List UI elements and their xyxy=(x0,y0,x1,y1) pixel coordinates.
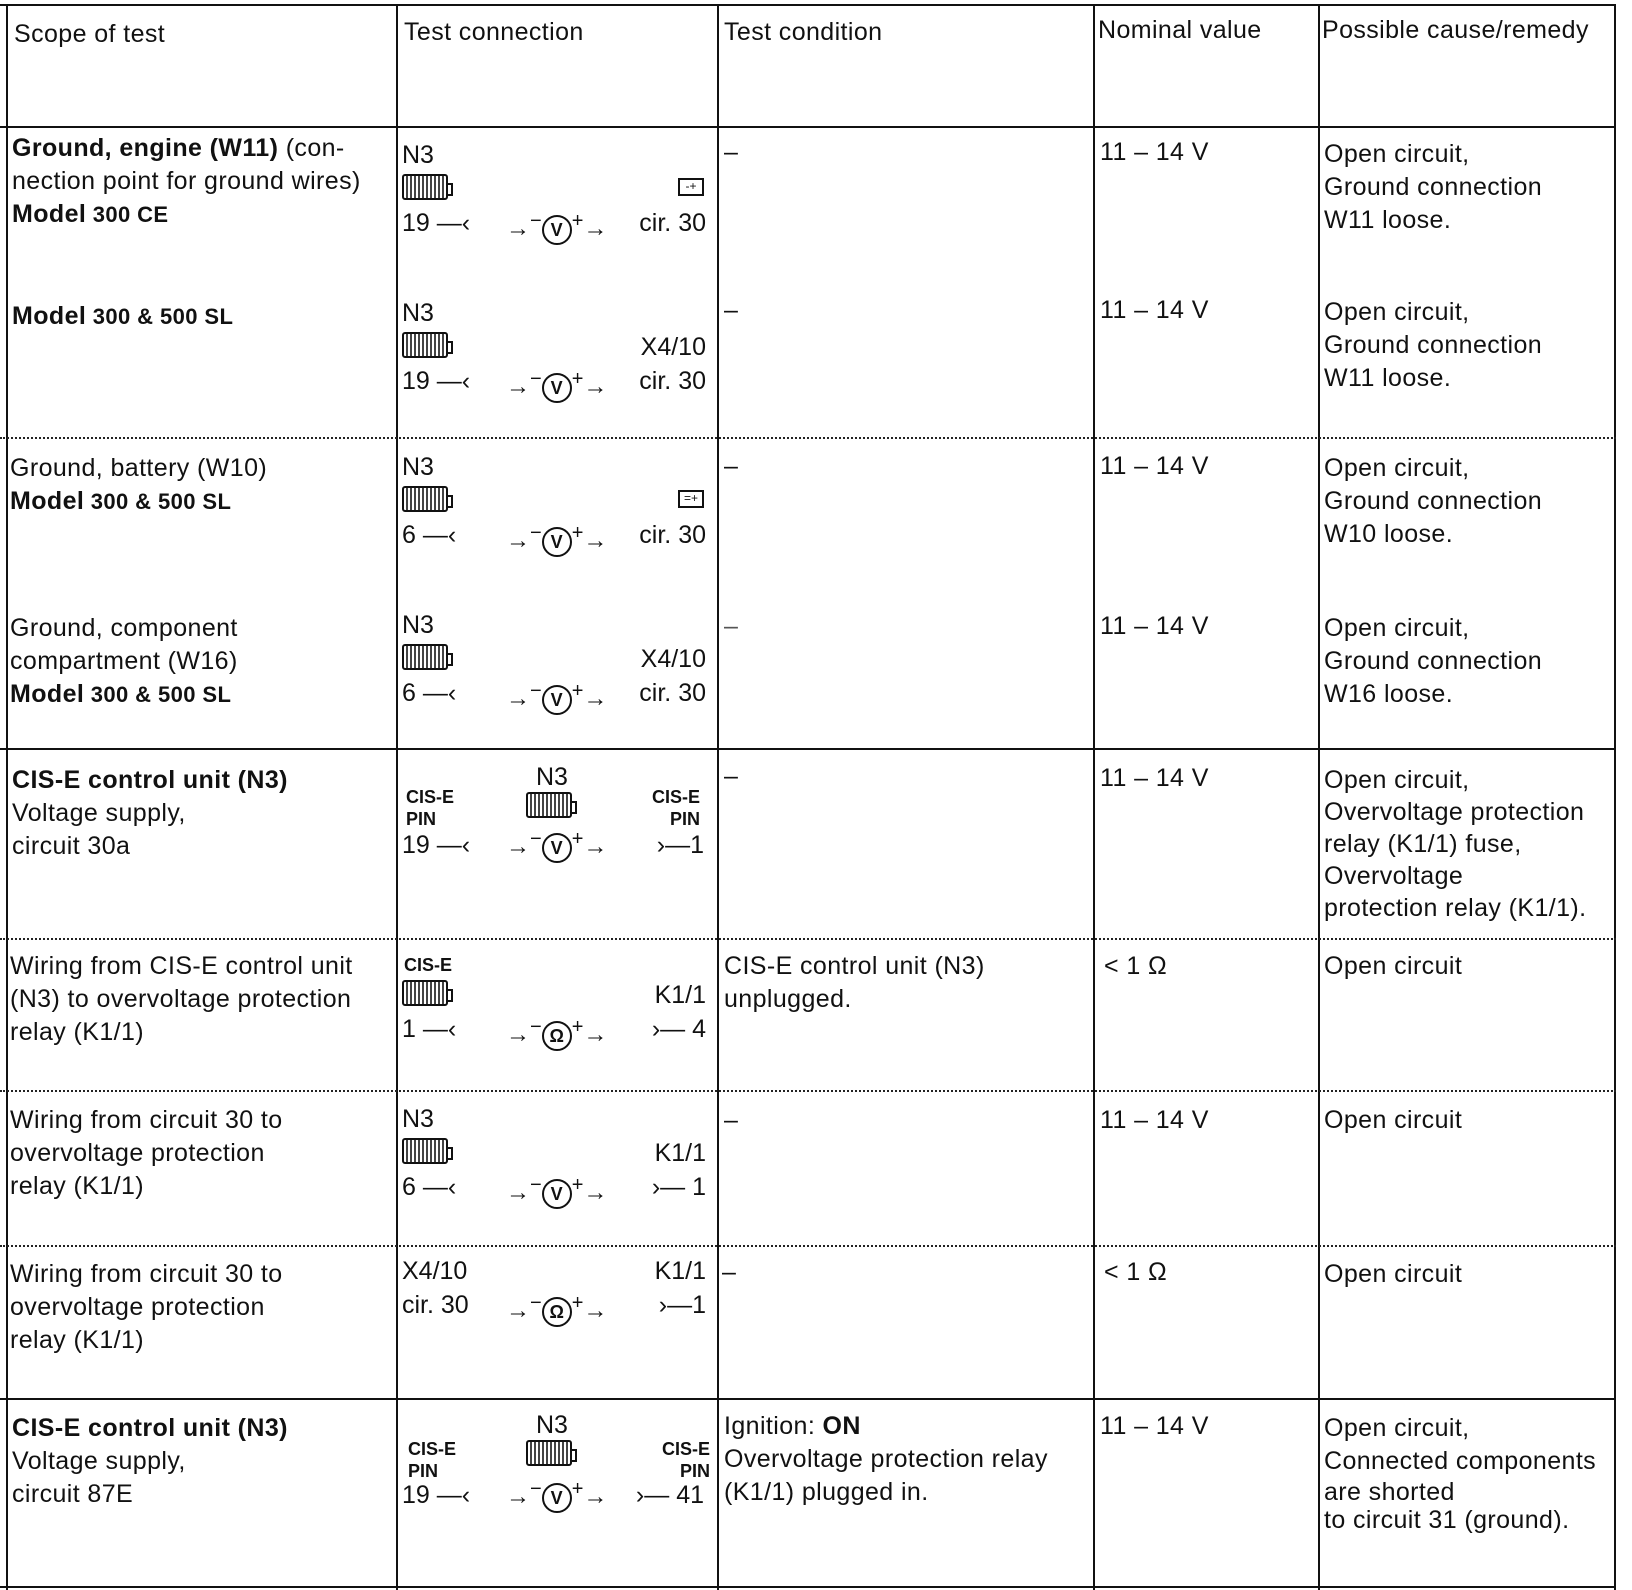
ohmmeter-icon: →− Ω +→ xyxy=(506,1288,607,1327)
cause-cell xyxy=(1324,1258,1462,1291)
meter-symbol: V xyxy=(542,833,572,863)
scope-model-label: Model xyxy=(12,302,87,330)
scope-cell xyxy=(10,950,353,1049)
nominal-cell: 11 – 14 V xyxy=(1100,764,1209,792)
connector-label: K1/1 xyxy=(654,1257,706,1285)
plug-icon xyxy=(402,1138,448,1164)
scope-cell xyxy=(10,612,238,711)
meter-symbol: V xyxy=(542,215,572,245)
meter-symbol: V xyxy=(542,373,572,403)
row-divider xyxy=(0,1090,1616,1092)
nominal-cell: < 1 Ω xyxy=(1104,952,1168,980)
condition-line: Overvoltage protection relay xyxy=(724,1445,1048,1473)
nominal-cell: 11 – 14 V xyxy=(1100,138,1209,166)
cause-cell xyxy=(1324,1104,1462,1137)
condition-cell: – xyxy=(724,762,739,790)
pin-label: PIN xyxy=(669,809,700,829)
header-divider xyxy=(0,126,1616,128)
scope-cell xyxy=(12,764,288,863)
condition-line: unplugged. xyxy=(724,985,852,1013)
header-cause: Possible cause/remedy xyxy=(1322,16,1589,44)
cause-line: Ground connection xyxy=(1324,487,1543,515)
cause-line: Open circuit xyxy=(1324,1260,1463,1288)
scope-text: compartment (W16) xyxy=(10,647,238,675)
pin-number: 19 xyxy=(402,831,430,859)
connector-label: CIS-E xyxy=(651,787,700,807)
scope-text: Ground, component xyxy=(10,614,238,642)
voltmeter-icon: →− V +→ xyxy=(506,206,607,245)
condition-cell: – xyxy=(724,612,739,640)
nominal-cell: < 1 Ω xyxy=(1104,1258,1168,1286)
scope-title: CIS-E control unit (N3) xyxy=(12,1414,288,1442)
scope-text: Voltage supply, xyxy=(12,1447,186,1475)
pin-number: 1 xyxy=(692,1291,706,1319)
cause-line: Open circuit xyxy=(1324,952,1463,980)
pin-number: 41 xyxy=(676,1481,704,1509)
connector-label: CIS-E xyxy=(661,1439,710,1459)
scope-cell xyxy=(10,452,267,518)
cause-line: Ground connection xyxy=(1324,331,1543,359)
scope-cell xyxy=(10,1258,283,1357)
header-condition: Test condition xyxy=(724,18,883,46)
connection-diagram: X4/10 K1/1 cir. 30 →− Ω +→ ›—1 xyxy=(402,1256,712,1336)
plug-icon xyxy=(402,174,448,200)
connection-diagram: N3 =+ 6 —‹ →− V +→ cir. 30 xyxy=(402,452,712,562)
cause-line: Open circuit, xyxy=(1324,614,1470,642)
cause-cell xyxy=(1324,764,1587,924)
plug-icon xyxy=(402,332,448,358)
section-divider xyxy=(0,748,1616,750)
connector-label: N3 xyxy=(402,453,434,481)
cause-line: Open circuit xyxy=(1324,1106,1463,1134)
connection-diagram: N3 K1/1 6 —‹ →− V +→ ›— 1 xyxy=(402,1104,712,1214)
voltmeter-icon: →− V +→ xyxy=(506,1474,607,1513)
cause-line: W11 loose. xyxy=(1324,206,1452,234)
scope-text: relay (K1/1) xyxy=(10,1326,145,1354)
cause-line: W10 loose. xyxy=(1324,520,1454,548)
connector-label: N3 xyxy=(536,1411,568,1439)
condition-cell: – xyxy=(724,296,739,324)
connector-label: CIS-E xyxy=(404,955,453,975)
scope-text: relay (K1/1) xyxy=(10,1172,145,1200)
nominal-cell: 11 – 14 V xyxy=(1100,1412,1209,1440)
condition-cell xyxy=(724,950,985,1016)
pin-number: 6 xyxy=(402,521,416,549)
scope-title: CIS-E control unit (N3) xyxy=(12,766,288,794)
scope-cell xyxy=(12,132,394,231)
pin-number: 6 xyxy=(402,679,416,707)
cause-cell xyxy=(1324,612,1542,711)
battery-icon: -+ xyxy=(678,178,704,196)
connector-label: X4/10 xyxy=(640,645,706,673)
pin-number: 19 xyxy=(402,1481,430,1509)
header-nominal: Nominal value xyxy=(1098,16,1262,44)
condition-cell: – xyxy=(724,138,739,166)
condition-cell: – xyxy=(722,1258,737,1286)
scope-model: 300 & 500 SL xyxy=(84,682,232,707)
condition-line: (K1/1) plugged in. xyxy=(724,1478,929,1506)
plug-icon xyxy=(526,1440,572,1466)
column-divider xyxy=(1093,4,1095,1590)
battery-icon: =+ xyxy=(678,490,704,508)
voltmeter-icon: →− V +→ xyxy=(506,676,607,715)
cause-line: are shorted xyxy=(1324,1478,1455,1506)
scope-cell xyxy=(10,1104,283,1203)
cause-line: Open circuit, xyxy=(1324,140,1470,168)
nominal-cell: 11 – 14 V xyxy=(1100,452,1209,480)
connection-point: cir. 30 xyxy=(639,521,706,549)
scope-text: Voltage supply, xyxy=(12,799,186,827)
header-scope: Scope of test xyxy=(14,20,166,48)
scope-text: Wiring from circuit 30 to xyxy=(10,1260,283,1288)
connection-diagram: CIS-E PIN N3 CIS-E PIN 19 —‹ →− V +→ ›—1 xyxy=(402,762,712,872)
cause-cell xyxy=(1324,452,1542,551)
pin-label: PIN xyxy=(406,809,437,829)
scope-model: 300 & 500 SL xyxy=(84,489,232,514)
scope-model-label: Model xyxy=(12,200,87,228)
cause-cell xyxy=(1324,138,1542,237)
cause-line: Open circuit, xyxy=(1324,1414,1470,1442)
cause-line: protection relay (K1/1). xyxy=(1324,894,1587,922)
connector-label: CIS-E xyxy=(408,1439,457,1459)
connector-label: N3 xyxy=(402,299,434,327)
plug-icon xyxy=(402,980,448,1006)
ohmmeter-icon: →− Ω +→ xyxy=(506,1012,607,1051)
column-divider xyxy=(396,4,398,1590)
connector-label: X4/10 xyxy=(640,333,706,361)
connection-diagram: N3 -+ 19 —‹ →− V +→ cir. 30 xyxy=(402,140,712,250)
meter-symbol: Ω xyxy=(542,1021,572,1051)
scope-text: overvoltage protection xyxy=(10,1293,265,1321)
condition-cell: – xyxy=(724,452,739,480)
pin-label: PIN xyxy=(679,1461,710,1481)
nominal-cell: 11 – 14 V xyxy=(1100,1106,1209,1134)
cause-line: Connected components xyxy=(1324,1447,1597,1475)
cause-cell xyxy=(1324,950,1462,983)
connection-diagram: CIS-E PIN N3 CIS-E PIN 19 —‹ →− V +→ ›— 41 xyxy=(402,1410,712,1520)
cause-line: W11 loose. xyxy=(1324,364,1452,392)
row-divider xyxy=(0,938,1616,940)
meter-symbol: V xyxy=(542,1483,572,1513)
table-left-border xyxy=(6,4,8,1590)
connection-point: cir. 30 xyxy=(402,1291,469,1319)
scope-text: Wiring from CIS-E control unit xyxy=(10,952,353,980)
scope-model-label: Model xyxy=(10,487,85,515)
pin-number: 19 xyxy=(402,367,430,395)
voltmeter-icon: →− V +→ xyxy=(506,518,607,557)
ignition-state: ON xyxy=(822,1412,861,1440)
section-divider xyxy=(0,1398,1616,1400)
connection-point: cir. 30 xyxy=(639,679,706,707)
plug-icon xyxy=(526,792,572,818)
cause-cell xyxy=(1324,1412,1596,1534)
pin-label: PIN xyxy=(408,1461,439,1481)
row-divider xyxy=(0,437,1616,439)
connection-diagram: N3 X4/10 19 —‹ →− V +→ cir. 30 xyxy=(402,298,712,408)
connector-label: K1/1 xyxy=(654,981,706,1009)
pin-number: 1 xyxy=(690,831,704,859)
scope-model: 300 & 500 SL xyxy=(86,304,234,329)
connector-label: K1/1 xyxy=(654,1139,706,1167)
condition-cell xyxy=(724,1410,1048,1509)
scope-text: Wiring from circuit 30 to xyxy=(10,1106,283,1134)
scope-title: Ground, engine (W11) xyxy=(12,134,279,162)
scope-text: circuit 87E xyxy=(12,1480,134,1508)
cause-cell xyxy=(1324,296,1542,395)
cause-line: Overvoltage xyxy=(1324,862,1464,890)
cause-line: W16 loose. xyxy=(1324,680,1454,708)
cause-line: Ground connection xyxy=(1324,173,1543,201)
pin-number: 6 xyxy=(402,1173,416,1201)
cause-line: Overvoltage protection xyxy=(1324,798,1585,826)
meter-symbol: V xyxy=(542,527,572,557)
scope-text: relay (K1/1) xyxy=(10,1018,145,1046)
scope-text: (con- xyxy=(278,134,345,162)
plug-icon xyxy=(402,486,448,512)
scope-cell xyxy=(12,1412,288,1511)
nominal-cell: 11 – 14 V xyxy=(1100,612,1209,640)
connection-diagram: N3 X4/10 6 —‹ →− V +→ cir. 30 xyxy=(402,610,712,720)
cause-line: Open circuit, xyxy=(1324,766,1470,794)
cause-line: Open circuit, xyxy=(1324,454,1470,482)
meter-symbol: V xyxy=(542,1179,572,1209)
pin-number: 1 xyxy=(692,1173,706,1201)
meter-symbol: Ω xyxy=(542,1297,572,1327)
connector-label: N3 xyxy=(536,763,568,791)
scope-cell xyxy=(12,300,233,333)
scope-text: circuit 30a xyxy=(12,832,131,860)
scope-text: overvoltage protection xyxy=(10,1139,265,1167)
connector-label: CIS-E xyxy=(406,787,455,807)
voltmeter-icon: →− V +→ xyxy=(506,364,607,403)
nominal-cell: 11 – 14 V xyxy=(1100,296,1209,324)
pin-number: 19 xyxy=(402,209,430,237)
pin-number: 4 xyxy=(692,1015,706,1043)
connection-point: cir. 30 xyxy=(639,209,706,237)
column-divider xyxy=(717,4,719,1590)
table-top-border xyxy=(0,4,1616,6)
pin-number: 1 xyxy=(402,1015,416,1043)
scope-model: 300 CE xyxy=(86,202,169,227)
connector-label: N3 xyxy=(402,141,434,169)
table-bottom-border xyxy=(0,1586,1616,1588)
row-divider xyxy=(0,1245,1616,1247)
header-connection: Test connection xyxy=(404,18,584,46)
column-divider xyxy=(1318,4,1320,1590)
scope-model-label: Model xyxy=(10,680,85,708)
connector-label: N3 xyxy=(402,1105,434,1133)
scope-text: (N3) to overvoltage protection xyxy=(10,985,352,1013)
condition-line: CIS-E control unit (N3) xyxy=(724,952,985,980)
condition-cell: – xyxy=(724,1106,739,1134)
voltmeter-icon: →− V +→ xyxy=(506,824,607,863)
scope-text: nection point for ground wires) xyxy=(12,167,361,195)
voltmeter-icon: →− V +→ xyxy=(506,1170,607,1209)
connector-label: X4/10 xyxy=(402,1257,468,1285)
cause-line: Ground connection xyxy=(1324,647,1543,675)
connector-label: N3 xyxy=(402,611,434,639)
cause-line: relay (K1/1) fuse, xyxy=(1324,830,1522,858)
column-divider xyxy=(1614,4,1616,1590)
condition-text: Ignition: xyxy=(724,1412,823,1440)
connection-diagram: CIS-E K1/1 1 —‹ →− Ω +→ ›— 4 xyxy=(402,950,712,1060)
cause-line: Open circuit, xyxy=(1324,298,1470,326)
scope-text: Ground, battery (W10) xyxy=(10,454,268,482)
connection-point: cir. 30 xyxy=(639,367,706,395)
plug-icon xyxy=(402,644,448,670)
cause-line: to circuit 31 (ground). xyxy=(1324,1506,1570,1534)
meter-symbol: V xyxy=(542,685,572,715)
